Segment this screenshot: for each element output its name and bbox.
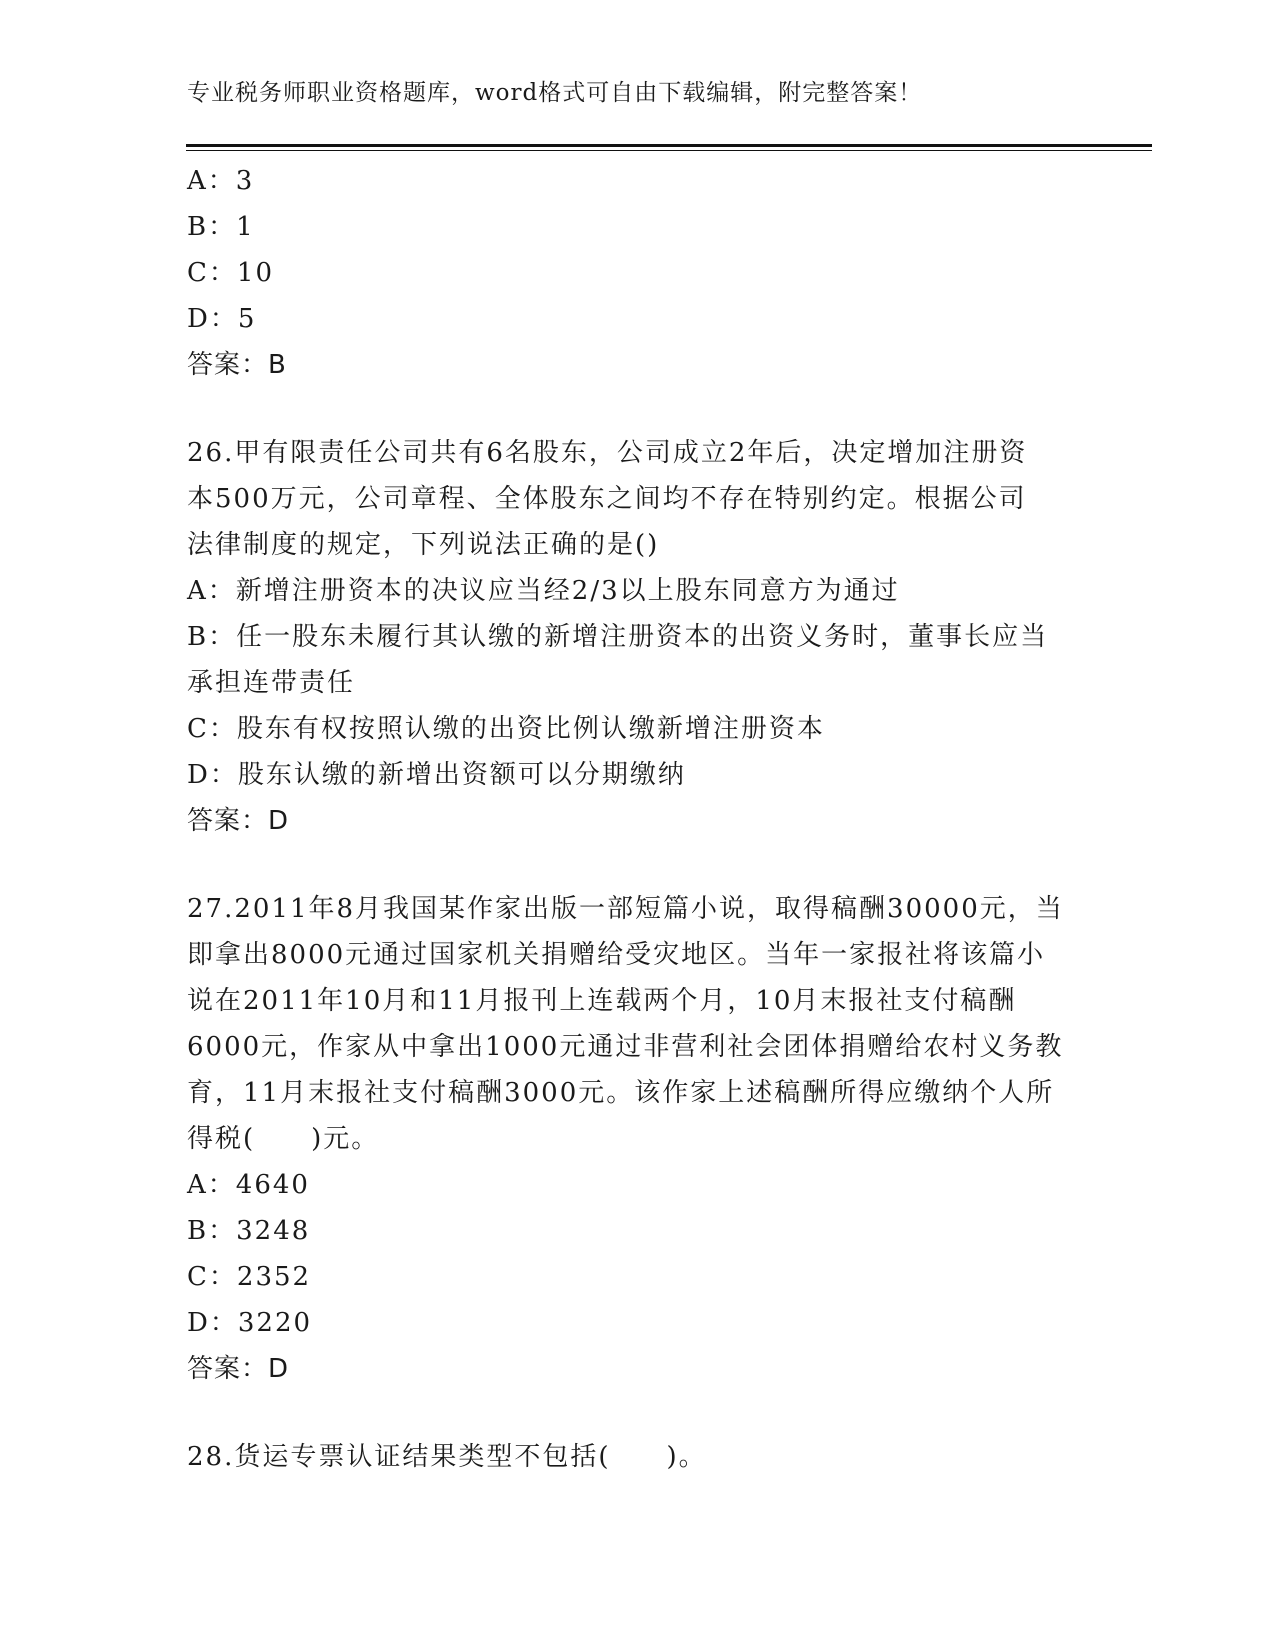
prev-question-options (187, 158, 1087, 388)
question-text-line: 法律制度的规定，下列说法正确的是() (187, 530, 660, 560)
option-b: B：任一股东未履行其认缴的新增注册资本的出资义务时，董事长应当 (187, 622, 1049, 652)
option-d: D：5 (187, 304, 257, 334)
question-text-line: 即拿出8000元通过国家机关捐赠给受灾地区。当年一家报社将该篇小 (187, 940, 1046, 970)
option-a: A：3 (187, 166, 255, 196)
answer-line: 答案：D (187, 1354, 290, 1384)
option-d: D：股东认缴的新增出资额可以分期缴纳 (187, 760, 686, 790)
question-text-line: 28.货运专票认证结果类型不包括( )。 (187, 1442, 707, 1472)
option-a: A：4640 (187, 1170, 310, 1200)
option-b: B：3248 (187, 1216, 311, 1246)
page-header: 专业税务师职业资格题库，word格式可自由下载编辑，附完整答案！ (187, 80, 923, 106)
question-text-line: 26.甲有限责任公司共有6名股东，公司成立2年后，决定增加注册资 (187, 438, 1028, 468)
question-text-line: 6000元，作家从中拿出1000元通过非营利社会团体捐赠给农村义务教 (187, 1032, 1064, 1062)
answer-line: 答案：D (187, 806, 290, 836)
answer-line: 答案：B (187, 350, 287, 380)
option-c: C：2352 (187, 1262, 312, 1292)
question-28 (187, 1434, 1087, 1480)
document-body (187, 158, 1087, 1480)
question-text-line: 得税( )元。 (187, 1124, 380, 1154)
question-text-line: 说在2011年10月和11月报刊上连载两个月，10月末报社支付稿酬 (187, 986, 1017, 1016)
option-d: D：3220 (187, 1308, 313, 1338)
question-text-line: 本500万元，公司章程、全体股东之间均不存在特别约定。根据公司 (187, 484, 1027, 514)
header-rule-thick (186, 144, 1152, 147)
option-a: A：新增注册资本的决议应当经2/3以上股东同意方为通过 (187, 576, 900, 606)
option-b: B：1 (187, 212, 255, 242)
question-text-line: 育，11月末报社支付稿酬3000元。该作家上述稿酬所得应缴纳个人所 (187, 1078, 1055, 1108)
question-text-line: 27.2011年8月我国某作家出版一部短篇小说，取得稿酬30000元，当 (187, 894, 1064, 924)
question-27 (187, 886, 1087, 1392)
question-26 (187, 430, 1087, 844)
option-b-continued: 承担连带责任 (187, 668, 356, 698)
option-c: C：10 (187, 258, 274, 288)
option-c: C：股东有权按照认缴的出资比例认缴新增注册资本 (187, 714, 825, 744)
header-rule-thin (186, 150, 1152, 151)
